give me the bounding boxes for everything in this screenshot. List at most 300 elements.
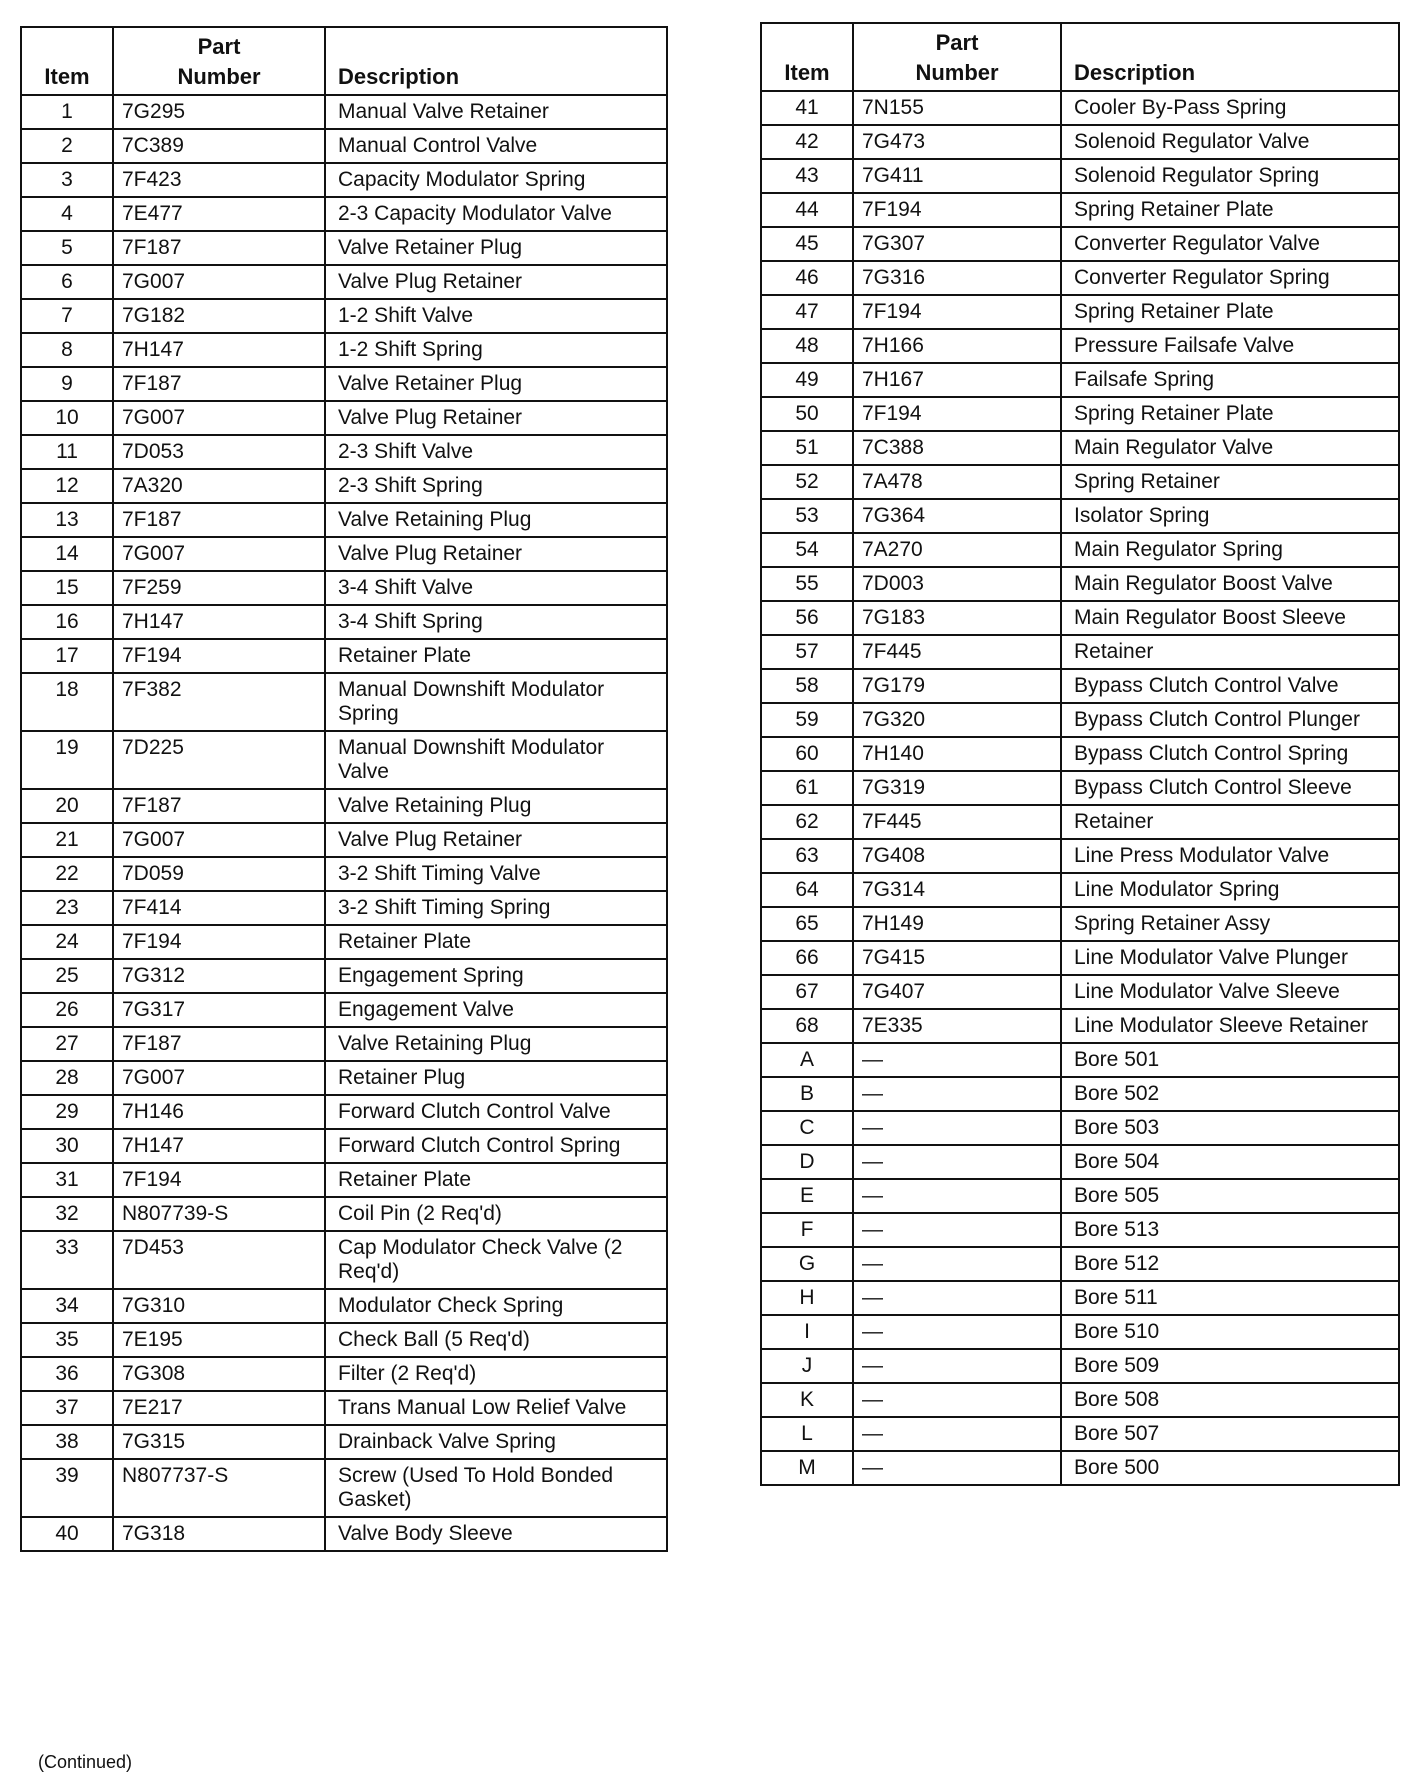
part-number-cell: — xyxy=(853,1349,1061,1383)
table-row xyxy=(21,367,667,401)
part-number-cell: 7A320 xyxy=(113,469,325,503)
description-cell: Bypass Clutch Control Valve xyxy=(1061,669,1399,703)
description-cell: Spring Retainer Plate xyxy=(1061,193,1399,227)
description-cell: Valve Retainer Plug xyxy=(325,367,667,401)
item-cell: 35 xyxy=(21,1323,113,1357)
table-body-left xyxy=(21,95,667,1551)
item-cell: 54 xyxy=(761,533,853,567)
item-cell: 22 xyxy=(21,857,113,891)
description-cell: Modulator Check Spring xyxy=(325,1289,667,1323)
item-cell: 9 xyxy=(21,367,113,401)
item-cell: 67 xyxy=(761,975,853,1009)
header-part-line2: Number xyxy=(915,60,999,85)
description-cell: Valve Retaining Plug xyxy=(325,789,667,823)
item-cell: 24 xyxy=(21,925,113,959)
item-cell: 16 xyxy=(21,605,113,639)
part-number-cell: 7F194 xyxy=(113,1163,325,1197)
description-cell: 3-2 Shift Timing Spring xyxy=(325,891,667,925)
part-number-cell: 7G307 xyxy=(853,227,1061,261)
item-cell: 48 xyxy=(761,329,853,363)
header-description: Description xyxy=(1061,23,1399,91)
part-number-cell: 7H149 xyxy=(853,907,1061,941)
item-cell: 45 xyxy=(761,227,853,261)
part-number-cell: 7H167 xyxy=(853,363,1061,397)
item-cell: 39 xyxy=(21,1459,113,1517)
item-cell: 65 xyxy=(761,907,853,941)
item-cell: 7 xyxy=(21,299,113,333)
table-row xyxy=(21,605,667,639)
table-row xyxy=(761,1383,1399,1417)
table-row xyxy=(21,925,667,959)
item-cell: 43 xyxy=(761,159,853,193)
description-cell: 1-2 Shift Spring xyxy=(325,333,667,367)
part-number-cell: — xyxy=(853,1281,1061,1315)
item-cell: 8 xyxy=(21,333,113,367)
part-number-cell: 7H166 xyxy=(853,329,1061,363)
table-row xyxy=(761,431,1399,465)
table-row xyxy=(21,959,667,993)
description-cell: Bypass Clutch Control Spring xyxy=(1061,737,1399,771)
table-row xyxy=(21,891,667,925)
table-row xyxy=(761,125,1399,159)
part-number-cell: 7G007 xyxy=(113,265,325,299)
header-part-line2: Number xyxy=(177,64,261,89)
part-number-cell: 7G315 xyxy=(113,1425,325,1459)
description-cell: Bore 510 xyxy=(1061,1315,1399,1349)
description-cell: Spring Retainer Assy xyxy=(1061,907,1399,941)
description-cell: Bypass Clutch Control Sleeve xyxy=(1061,771,1399,805)
description-cell: Manual Downshift Modulator Spring xyxy=(325,673,667,731)
part-number-cell: 7E335 xyxy=(853,1009,1061,1043)
table-row xyxy=(21,1289,667,1323)
table-row xyxy=(21,163,667,197)
table-row xyxy=(21,333,667,367)
part-number-cell: 7E217 xyxy=(113,1391,325,1425)
item-cell: C xyxy=(761,1111,853,1145)
description-cell: Isolator Spring xyxy=(1061,499,1399,533)
item-cell: 51 xyxy=(761,431,853,465)
header-description: Description xyxy=(325,27,667,95)
item-cell: 40 xyxy=(21,1517,113,1551)
item-cell: 31 xyxy=(21,1163,113,1197)
description-cell: Converter Regulator Valve xyxy=(1061,227,1399,261)
parts-table-left xyxy=(20,26,668,1552)
description-cell: Line Modulator Valve Sleeve xyxy=(1061,975,1399,1009)
description-cell: Spring Retainer Plate xyxy=(1061,397,1399,431)
description-cell: Valve Retaining Plug xyxy=(325,1027,667,1061)
item-cell: 11 xyxy=(21,435,113,469)
item-cell: 38 xyxy=(21,1425,113,1459)
part-number-cell: 7D053 xyxy=(113,435,325,469)
part-number-cell: 7F187 xyxy=(113,231,325,265)
part-number-cell: 7F194 xyxy=(853,295,1061,329)
item-cell: G xyxy=(761,1247,853,1281)
item-cell: 3 xyxy=(21,163,113,197)
description-cell: Bore 512 xyxy=(1061,1247,1399,1281)
description-cell: Bore 500 xyxy=(1061,1451,1399,1485)
item-cell: 41 xyxy=(761,91,853,125)
item-cell: M xyxy=(761,1451,853,1485)
part-number-cell: 7D225 xyxy=(113,731,325,789)
part-number-cell: 7G364 xyxy=(853,499,1061,533)
item-cell: 50 xyxy=(761,397,853,431)
part-number-cell: 7F194 xyxy=(853,397,1061,431)
table-row xyxy=(761,533,1399,567)
part-number-cell: 7G320 xyxy=(853,703,1061,737)
item-cell: 2 xyxy=(21,129,113,163)
item-cell: 25 xyxy=(21,959,113,993)
description-cell: Bore 513 xyxy=(1061,1213,1399,1247)
description-cell: Failsafe Spring xyxy=(1061,363,1399,397)
continued-note: (Continued) xyxy=(38,1752,133,1772)
table-row xyxy=(761,873,1399,907)
description-cell: Line Modulator Sleeve Retainer xyxy=(1061,1009,1399,1043)
part-number-cell: 7F445 xyxy=(853,805,1061,839)
description-cell: Main Regulator Valve xyxy=(1061,431,1399,465)
item-cell: B xyxy=(761,1077,853,1111)
table-row xyxy=(761,737,1399,771)
description-cell: Retainer Plate xyxy=(325,1163,667,1197)
table-row xyxy=(21,1129,667,1163)
part-number-cell: — xyxy=(853,1247,1061,1281)
item-cell: 5 xyxy=(21,231,113,265)
table-row xyxy=(21,95,667,129)
description-cell: Retainer Plate xyxy=(325,639,667,673)
item-cell: 47 xyxy=(761,295,853,329)
table-row xyxy=(21,1517,667,1551)
description-cell: Valve Plug Retainer xyxy=(325,537,667,571)
table-row xyxy=(761,1213,1399,1247)
header-part-number xyxy=(853,23,1061,91)
table-row xyxy=(761,975,1399,1009)
table-row xyxy=(761,601,1399,635)
table-row xyxy=(21,857,667,891)
item-cell: 29 xyxy=(21,1095,113,1129)
part-number-cell: 7G007 xyxy=(113,537,325,571)
description-cell: Bypass Clutch Control Plunger xyxy=(1061,703,1399,737)
part-number-cell: 7H147 xyxy=(113,333,325,367)
part-number-cell: 7G007 xyxy=(113,1061,325,1095)
table-row xyxy=(21,1391,667,1425)
table-row xyxy=(21,639,667,673)
item-cell: 32 xyxy=(21,1197,113,1231)
part-number-cell: 7D453 xyxy=(113,1231,325,1289)
table-row xyxy=(761,1179,1399,1213)
table-row xyxy=(21,1163,667,1197)
description-cell: 2-3 Shift Valve xyxy=(325,435,667,469)
item-cell: 21 xyxy=(21,823,113,857)
description-cell: Coil Pin (2 Req'd) xyxy=(325,1197,667,1231)
description-cell: Capacity Modulator Spring xyxy=(325,163,667,197)
item-cell: 59 xyxy=(761,703,853,737)
item-cell: I xyxy=(761,1315,853,1349)
table-row xyxy=(761,805,1399,839)
item-cell: 14 xyxy=(21,537,113,571)
item-cell: L xyxy=(761,1417,853,1451)
item-cell: 62 xyxy=(761,805,853,839)
item-cell: 66 xyxy=(761,941,853,975)
table-row xyxy=(21,435,667,469)
table-row xyxy=(761,193,1399,227)
table-row xyxy=(21,1095,667,1129)
item-cell: 58 xyxy=(761,669,853,703)
description-cell: Bore 503 xyxy=(1061,1111,1399,1145)
part-number-cell: 7G314 xyxy=(853,873,1061,907)
part-number-cell: 7G317 xyxy=(113,993,325,1027)
description-cell: 2-3 Shift Spring xyxy=(325,469,667,503)
parts-table-right xyxy=(760,22,1400,1486)
table-row xyxy=(21,1425,667,1459)
header-item: Item xyxy=(761,23,853,91)
table-row xyxy=(21,789,667,823)
table-row xyxy=(761,397,1399,431)
item-cell: 13 xyxy=(21,503,113,537)
part-number-cell: — xyxy=(853,1179,1061,1213)
part-number-cell: 7D003 xyxy=(853,567,1061,601)
description-cell: Forward Clutch Control Spring xyxy=(325,1129,667,1163)
table-row xyxy=(761,465,1399,499)
header-part-line1: Part xyxy=(935,30,979,55)
table-row xyxy=(761,1009,1399,1043)
description-cell: Valve Body Sleeve xyxy=(325,1517,667,1551)
table-row xyxy=(761,91,1399,125)
item-cell: 46 xyxy=(761,261,853,295)
description-cell: Check Ball (5 Req'd) xyxy=(325,1323,667,1357)
description-cell: 3-4 Shift Spring xyxy=(325,605,667,639)
table-row xyxy=(761,1417,1399,1451)
part-number-cell: 7F187 xyxy=(113,367,325,401)
part-number-cell: 7D059 xyxy=(113,857,325,891)
item-cell: 61 xyxy=(761,771,853,805)
part-number-cell: 7G316 xyxy=(853,261,1061,295)
part-number-cell: 7G408 xyxy=(853,839,1061,873)
item-cell: 42 xyxy=(761,125,853,159)
description-cell: Drainback Valve Spring xyxy=(325,1425,667,1459)
item-cell: 23 xyxy=(21,891,113,925)
table-row xyxy=(761,295,1399,329)
table-row xyxy=(21,1061,667,1095)
item-cell: 37 xyxy=(21,1391,113,1425)
description-cell: Solenoid Regulator Valve xyxy=(1061,125,1399,159)
table-row xyxy=(21,1197,667,1231)
part-number-cell: 7F187 xyxy=(113,789,325,823)
table-row xyxy=(761,567,1399,601)
part-number-cell: 7F414 xyxy=(113,891,325,925)
part-number-cell: — xyxy=(853,1043,1061,1077)
item-cell: 53 xyxy=(761,499,853,533)
item-cell: H xyxy=(761,1281,853,1315)
part-number-cell: 7F187 xyxy=(113,503,325,537)
item-cell: 57 xyxy=(761,635,853,669)
table-row xyxy=(21,1027,667,1061)
item-cell: 10 xyxy=(21,401,113,435)
description-cell: 3-4 Shift Valve xyxy=(325,571,667,605)
part-number-cell: 7A270 xyxy=(853,533,1061,567)
table-row xyxy=(761,1145,1399,1179)
part-number-cell: 7G308 xyxy=(113,1357,325,1391)
description-cell: Manual Downshift Modulator Valve xyxy=(325,731,667,789)
description-cell: 3-2 Shift Timing Valve xyxy=(325,857,667,891)
item-cell: K xyxy=(761,1383,853,1417)
description-cell: Main Regulator Spring xyxy=(1061,533,1399,567)
table-row xyxy=(761,635,1399,669)
part-number-cell: 7G318 xyxy=(113,1517,325,1551)
description-cell: Engagement Valve xyxy=(325,993,667,1027)
table-row xyxy=(761,159,1399,193)
description-cell: Bore 505 xyxy=(1061,1179,1399,1213)
item-cell: 26 xyxy=(21,993,113,1027)
description-cell: Pressure Failsafe Valve xyxy=(1061,329,1399,363)
description-cell: Bore 504 xyxy=(1061,1145,1399,1179)
description-cell: Filter (2 Req'd) xyxy=(325,1357,667,1391)
table-row xyxy=(761,329,1399,363)
table-row xyxy=(761,227,1399,261)
item-cell: 12 xyxy=(21,469,113,503)
description-cell: Solenoid Regulator Spring xyxy=(1061,159,1399,193)
header-item: Item xyxy=(21,27,113,95)
description-cell: Manual Valve Retainer xyxy=(325,95,667,129)
part-number-cell: 7F382 xyxy=(113,673,325,731)
table-row xyxy=(761,1451,1399,1485)
table-row xyxy=(761,907,1399,941)
table-row xyxy=(21,673,667,731)
item-cell: 44 xyxy=(761,193,853,227)
part-number-cell: 7F194 xyxy=(853,193,1061,227)
table-row xyxy=(21,1231,667,1289)
part-number-cell: 7H147 xyxy=(113,605,325,639)
table-row xyxy=(21,571,667,605)
description-cell: Line Modulator Valve Plunger xyxy=(1061,941,1399,975)
description-cell: 1-2 Shift Valve xyxy=(325,299,667,333)
part-number-cell: 7G182 xyxy=(113,299,325,333)
item-cell: E xyxy=(761,1179,853,1213)
part-number-cell: 7G179 xyxy=(853,669,1061,703)
item-cell: 36 xyxy=(21,1357,113,1391)
table-row xyxy=(21,231,667,265)
item-cell: 18 xyxy=(21,673,113,731)
part-number-cell: — xyxy=(853,1145,1061,1179)
part-number-cell: 7H147 xyxy=(113,1129,325,1163)
part-number-cell: 7A478 xyxy=(853,465,1061,499)
part-number-cell: 7C388 xyxy=(853,431,1061,465)
part-number-cell: 7H146 xyxy=(113,1095,325,1129)
description-cell: Cap Modulator Check Valve (2 Req'd) xyxy=(325,1231,667,1289)
description-cell: Main Regulator Boost Sleeve xyxy=(1061,601,1399,635)
part-number-cell: 7F445 xyxy=(853,635,1061,669)
item-cell: 19 xyxy=(21,731,113,789)
item-cell: A xyxy=(761,1043,853,1077)
part-number-cell: — xyxy=(853,1315,1061,1349)
table-row xyxy=(761,363,1399,397)
table-row xyxy=(21,401,667,435)
table-row xyxy=(761,1281,1399,1315)
description-cell: Main Regulator Boost Valve xyxy=(1061,567,1399,601)
item-cell: 33 xyxy=(21,1231,113,1289)
table-row xyxy=(21,197,667,231)
part-number-cell: 7E195 xyxy=(113,1323,325,1357)
item-cell: 68 xyxy=(761,1009,853,1043)
table-row xyxy=(761,1111,1399,1145)
header-part-number xyxy=(113,27,325,95)
part-number-cell: N807737-S xyxy=(113,1459,325,1517)
description-cell: Trans Manual Low Relief Valve xyxy=(325,1391,667,1425)
item-cell: 17 xyxy=(21,639,113,673)
item-cell: 1 xyxy=(21,95,113,129)
table-row xyxy=(761,499,1399,533)
table-row xyxy=(761,1247,1399,1281)
item-cell: 52 xyxy=(761,465,853,499)
part-number-cell: 7G310 xyxy=(113,1289,325,1323)
item-cell: 15 xyxy=(21,571,113,605)
item-cell: 30 xyxy=(21,1129,113,1163)
description-cell: Valve Plug Retainer xyxy=(325,265,667,299)
description-cell: Manual Control Valve xyxy=(325,129,667,163)
part-number-cell: 7F187 xyxy=(113,1027,325,1061)
part-number-cell: 7F259 xyxy=(113,571,325,605)
description-cell: 2-3 Capacity Modulator Valve xyxy=(325,197,667,231)
item-cell: J xyxy=(761,1349,853,1383)
table-row xyxy=(21,1357,667,1391)
header-part-line1: Part xyxy=(197,34,241,59)
part-number-cell: — xyxy=(853,1383,1061,1417)
table-row xyxy=(21,1323,667,1357)
table-row xyxy=(21,823,667,857)
table-row xyxy=(21,503,667,537)
description-cell: Retainer xyxy=(1061,805,1399,839)
table-row xyxy=(761,261,1399,295)
table-row xyxy=(21,537,667,571)
part-number-cell: 7G295 xyxy=(113,95,325,129)
part-number-cell: 7F423 xyxy=(113,163,325,197)
table-row xyxy=(761,1315,1399,1349)
part-number-cell: — xyxy=(853,1451,1061,1485)
part-number-cell: 7F194 xyxy=(113,639,325,673)
description-cell: Valve Retainer Plug xyxy=(325,231,667,265)
table-header-row xyxy=(761,23,1399,91)
description-cell: Engagement Spring xyxy=(325,959,667,993)
part-number-cell: 7E477 xyxy=(113,197,325,231)
item-cell: 27 xyxy=(21,1027,113,1061)
table-row xyxy=(21,731,667,789)
table-row xyxy=(21,265,667,299)
table-row xyxy=(21,469,667,503)
table-row xyxy=(761,941,1399,975)
description-cell: Valve Retaining Plug xyxy=(325,503,667,537)
item-cell: 56 xyxy=(761,601,853,635)
item-cell: 34 xyxy=(21,1289,113,1323)
table-row xyxy=(21,299,667,333)
description-cell: Retainer Plug xyxy=(325,1061,667,1095)
description-cell: Valve Plug Retainer xyxy=(325,823,667,857)
item-cell: 60 xyxy=(761,737,853,771)
table-row xyxy=(761,1043,1399,1077)
part-number-cell: 7G183 xyxy=(853,601,1061,635)
table-row xyxy=(21,993,667,1027)
description-cell: Spring Retainer xyxy=(1061,465,1399,499)
part-number-cell: 7G415 xyxy=(853,941,1061,975)
item-cell: 55 xyxy=(761,567,853,601)
part-number-cell: 7G007 xyxy=(113,401,325,435)
description-cell: Bore 507 xyxy=(1061,1417,1399,1451)
table-row xyxy=(761,771,1399,805)
table-row xyxy=(761,669,1399,703)
part-number-cell: 7G319 xyxy=(853,771,1061,805)
description-cell: Bore 502 xyxy=(1061,1077,1399,1111)
part-number-cell: 7G411 xyxy=(853,159,1061,193)
description-cell: Screw (Used To Hold Bonded Gasket) xyxy=(325,1459,667,1517)
description-cell: Bore 509 xyxy=(1061,1349,1399,1383)
description-cell: Bore 501 xyxy=(1061,1043,1399,1077)
